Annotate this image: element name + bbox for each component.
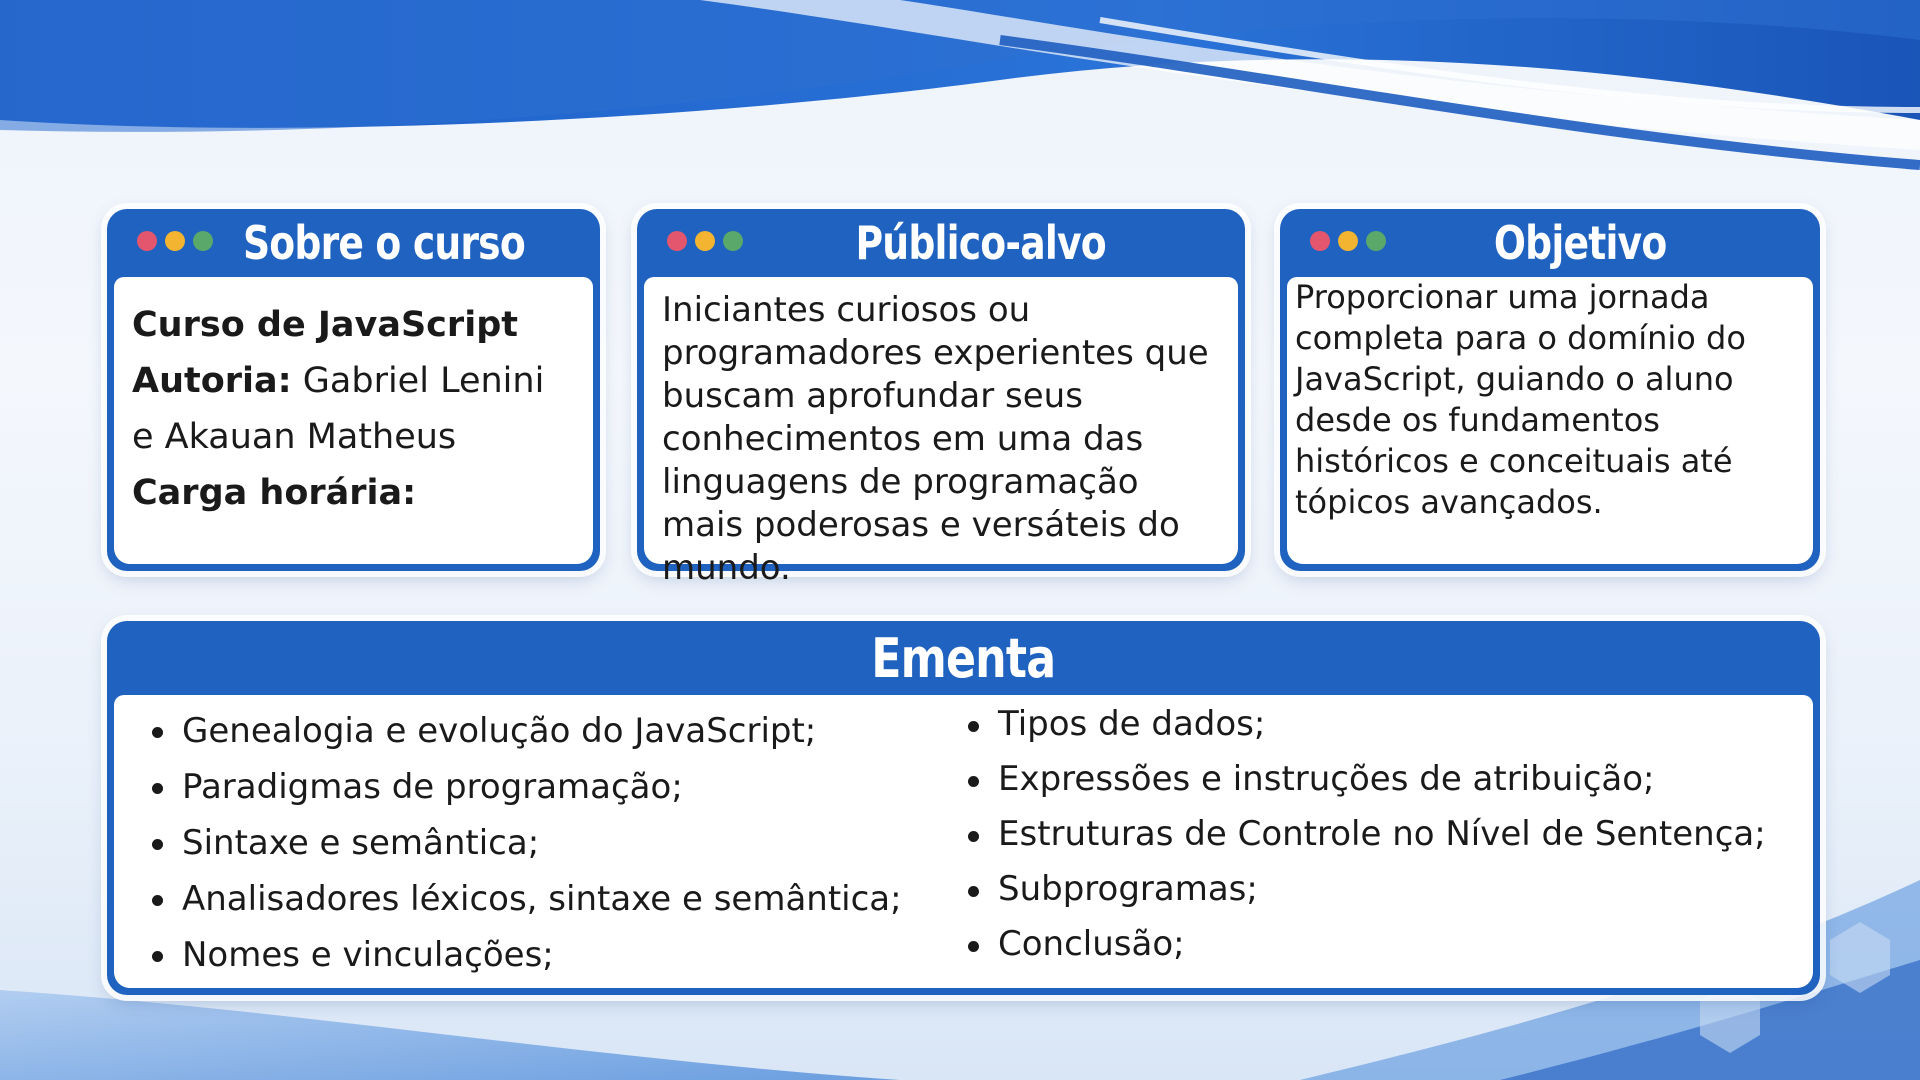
red-dot-icon [1310,231,1330,251]
card-title: Objetivo [1493,216,1667,270]
list-item: Nomes e vinculações; [144,927,902,983]
card-header [107,621,1820,695]
about-course-card [107,209,600,571]
card-title: Público-alvo [855,216,1107,270]
list-item: Analisadores léxicos, sintaxe e semântica; [144,871,902,927]
card-body [114,277,593,564]
author-value: Gabriel Lenini e Akauan Matheus [132,361,545,457]
red-dot-icon [667,231,687,251]
target-audience-card [637,209,1245,588]
list-item: Expressões e instruções de atribuição; [960,752,1766,807]
syllabus-list-left [144,703,902,983]
syllabus-list-right [960,697,1766,972]
author-line [132,353,575,465]
card-header [717,209,1245,277]
objective-text: Proporcionar uma jornada completa para o domínio do JavaScript, guiando o aluno desde os fundamentos históricos e conceituais até tópicos avançados. [1295,278,1746,521]
list-item: Paradigmas de programação; [144,759,902,815]
objective-card [1280,209,1820,571]
course-name: Curso de JavaScript [132,305,518,345]
syllabus-card [107,621,1820,995]
list-item: Subprogramas; [960,862,1766,917]
card-header [1340,209,1820,277]
red-dot-icon [137,231,157,251]
card-body [114,695,1813,988]
card-body [1287,277,1813,564]
list-item: Tipos de dados; [960,697,1766,752]
workload-label: Carga horária: [132,473,417,513]
list-item: Genealogia e evolução do JavaScript; [144,703,902,759]
list-item: Conclusão; [960,917,1766,972]
list-item: Estruturas de Controle no Nível de Sentença; [960,807,1766,862]
yellow-dot-icon [695,231,715,251]
list-item: Sintaxe e semântica; [144,815,902,871]
card-title: Sobre o curso [242,216,525,270]
card-title: Ementa [871,626,1056,690]
author-label: Autoria: [132,361,292,401]
audience-text: Iniciantes curiosos ou programadores experientes que buscam aprofundar seus conhecimentos em uma das linguagens de programação mais poderosas e versáteis do mundo. [662,290,1209,588]
card-header [167,209,600,277]
card-body [644,277,1238,588]
